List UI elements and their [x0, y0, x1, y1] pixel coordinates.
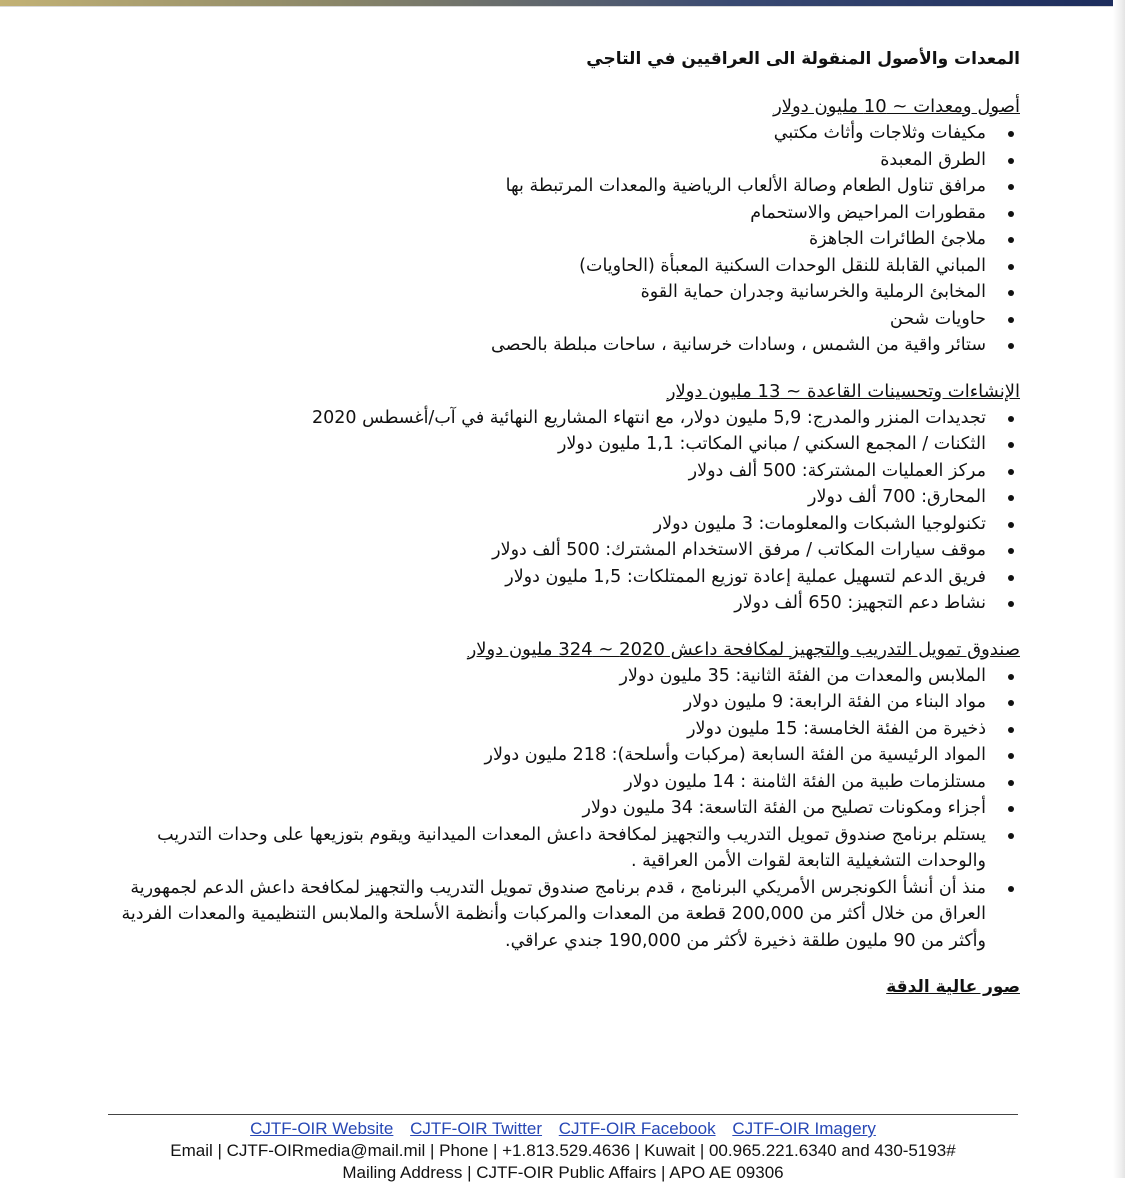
- bullet-icon: [1008, 343, 1014, 349]
- website-link[interactable]: CJTF-OIR Website: [250, 1119, 394, 1138]
- bullet-icon: [1008, 601, 1014, 607]
- list-item: مركز العمليات المشتركة: 500 ألف دولار: [100, 458, 1020, 485]
- list-item: الملابس والمعدات من الفئة الثانية: 35 مليون دولار: [100, 663, 1020, 690]
- page-footer: [108, 1114, 1018, 1184]
- footer-mailing-address: Mailing Address | CJTF-OIR Public Affairs | APO AE 09306: [342, 1163, 784, 1182]
- list-item: المواد الرئيسية من الفئة السابعة (مركبات وأسلحة): 218 مليون دولار: [100, 742, 1020, 769]
- bullet-icon: [1008, 780, 1014, 786]
- list-item: فريق الدعم لتسهيل عملية إعادة توزيع الممتلكات: 1,5 مليون دولار: [100, 564, 1020, 591]
- facebook-link[interactable]: CJTF-OIR Facebook: [558, 1119, 716, 1138]
- list-item: منذ أن أنشأ الكونجرس الأمريكي البرنامج ، قدم برنامج صندوق تمويل التدريب والتجهيز لمكافحة داعش الدعم لجمهورية العراق من خلال أكثر من 200,000 قطعة من المعدات والمركبات وأنظمة الأسلحة والملابس التنظيمية والمعدات الفردية وأكثر من 90 مليون طلقة ذخيرة لأكثر من 190,000 جندي عراقي.: [100, 875, 1020, 955]
- bullet-icon: [1008, 211, 1014, 217]
- document-title: المعدات والأصول المنقولة الى العراقيين في التاجي: [586, 49, 1020, 69]
- list-item: مواد البناء من الفئة الرابعة: 9 مليون دولار: [100, 689, 1020, 716]
- bullet-icon: [1008, 700, 1014, 706]
- list-item: الثكنات / المجمع السكني / مباني المكاتب: 1,1 مليون دولار: [100, 431, 1020, 458]
- list-item: المحارق: 700 ألف دولار: [100, 484, 1020, 511]
- list-item: المخابئ الرملية والخرسانية وجدران حماية القوة: [100, 279, 1020, 306]
- footer-contact: Email | CJTF-OIRmedia@mail.mil | Phone | +1.813.529.4636 | Kuwait | 00.965.221.6340 and 430-5193#: [170, 1141, 956, 1160]
- section-heading: الإنشاءات وتحسينات القاعدة ~ 13 مليون دولار: [666, 380, 1020, 402]
- bullet-icon: [1008, 674, 1014, 680]
- twitter-link[interactable]: CJTF-OIR Twitter: [410, 1119, 543, 1138]
- bullet-icon: [1008, 158, 1014, 164]
- bullet-icon: [1008, 290, 1014, 296]
- bullet-icon: [1008, 264, 1014, 270]
- footer-divider: [108, 1114, 1018, 1115]
- bullet-icon: [1008, 416, 1014, 422]
- list-item: مرافق تناول الطعام وصالة الألعاب الرياضية والمعدات المرتبطة بها: [100, 173, 1020, 200]
- list-item: تكنولوجيا الشبكات والمعلومات: 3 مليون دولار: [100, 511, 1020, 538]
- bullet-icon: [1008, 317, 1014, 323]
- top-bar-edge: [0, 6, 1125, 7]
- bullet-icon: [1008, 522, 1014, 528]
- bullet-icon: [1008, 886, 1014, 892]
- list-item: تجديدات المنزر والمدرج: 5,9 مليون دولار، مع انتهاء المشاريع النهائية في آب/أغسطس 2020: [100, 405, 1020, 432]
- hires-images-link[interactable]: صور عالية الدقة: [886, 977, 1020, 997]
- bullet-icon: [1008, 469, 1014, 475]
- section-ctef-fund: [100, 637, 1020, 955]
- section-heading: أصول ومعدات ~ 10 مليون دولار: [773, 96, 1020, 117]
- bullet-icon: [1008, 753, 1014, 759]
- list-item: موقف سيارات المكاتب / مرفق الاستخدام المشترك: 500 ألف دولار: [100, 537, 1020, 564]
- bullet-icon: [1008, 184, 1014, 190]
- bullet-icon: [1008, 131, 1014, 137]
- list-item: مقطورات المراحيض والاستحمام: [100, 200, 1020, 227]
- bullet-icon: [1008, 833, 1014, 839]
- section-heading: صندوق تمويل التدريب والتجهيز لمكافحة داعش 2020 ~ 324 مليون دولار: [467, 638, 1020, 660]
- list-item: أجزاء ومكونات تصليح من الفئة التاسعة: 34 مليون دولار: [100, 795, 1020, 822]
- bullet-list: [100, 663, 1020, 955]
- bullet-icon: [1008, 442, 1014, 448]
- list-item: نشاط دعم التجهيز: 650 ألف دولار: [100, 590, 1020, 617]
- bullet-icon: [1008, 727, 1014, 733]
- list-item: الطرق المعبدة: [100, 147, 1020, 174]
- bullet-icon: [1008, 806, 1014, 812]
- page-edge-shadow: [1113, 0, 1125, 1178]
- bullet-list: [100, 405, 1020, 617]
- imagery-link[interactable]: CJTF-OIR Imagery: [732, 1119, 876, 1138]
- list-item: يستلم برنامج صندوق تمويل التدريب والتجهيز لمكافحة داعش المعدات الميدانية ويقوم بتوزيعها على وحدات التدريب والوحدات التشغيلية التابعة لقوات الأمن العراقية .: [100, 822, 1020, 875]
- bullet-list: [100, 120, 1020, 359]
- bullet-icon: [1008, 237, 1014, 243]
- list-item: ستائر واقية من الشمس ، وسادات خرسانية ، ساحات مبلطة بالحصى: [100, 332, 1020, 359]
- bullet-icon: [1008, 548, 1014, 554]
- list-item: حاويات شحن: [100, 306, 1020, 333]
- list-item: ذخيرة من الفئة الخامسة: 15 مليون دولار: [100, 716, 1020, 743]
- list-item: المباني القابلة للنقل الوحدات السكنية المعبأة (الحاويات): [100, 253, 1020, 280]
- footer-links: [108, 1118, 1018, 1140]
- list-item: مكيفات وثلاجات وأثاث مكتبي: [100, 120, 1020, 147]
- section-assets: [100, 94, 1020, 359]
- bullet-icon: [1008, 495, 1014, 501]
- list-item: ملاجئ الطائرات الجاهزة: [100, 226, 1020, 253]
- list-item: مستلزمات طبية من الفئة الثامنة : 14 مليون دولار: [100, 769, 1020, 796]
- section-construction: [100, 379, 1020, 617]
- document-body: [100, 44, 1020, 1000]
- bullet-icon: [1008, 575, 1014, 581]
